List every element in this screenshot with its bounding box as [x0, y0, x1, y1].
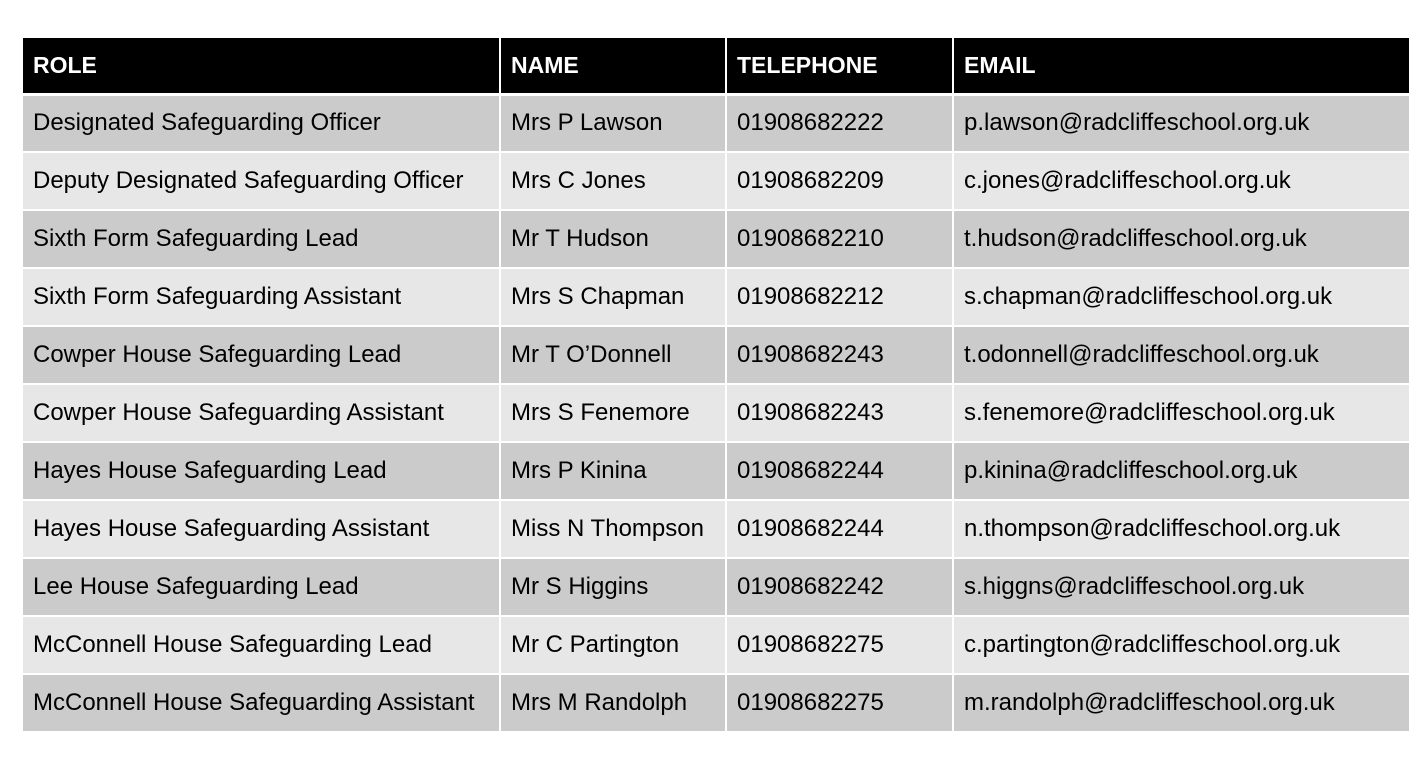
cell-email: t.hudson@radcliffeschool.org.uk — [953, 210, 1409, 268]
cell-email: c.partington@radcliffeschool.org.uk — [953, 616, 1409, 674]
cell-role: Cowper House Safeguarding Lead — [23, 326, 500, 384]
cell-telephone: 01908682244 — [726, 500, 953, 558]
cell-role: Hayes House Safeguarding Assistant — [23, 500, 500, 558]
cell-email: n.thompson@radcliffeschool.org.uk — [953, 500, 1409, 558]
header-email: EMAIL — [953, 38, 1409, 94]
cell-name: Mrs P Lawson — [500, 94, 726, 152]
cell-telephone: 01908682243 — [726, 384, 953, 442]
cell-name: Mrs M Randolph — [500, 674, 726, 732]
cell-role: Deputy Designated Safeguarding Officer — [23, 152, 500, 210]
cell-name: Mrs C Jones — [500, 152, 726, 210]
cell-telephone: 01908682242 — [726, 558, 953, 616]
cell-email: p.lawson@radcliffeschool.org.uk — [953, 94, 1409, 152]
cell-role: Cowper House Safeguarding Assistant — [23, 384, 500, 442]
cell-role: Hayes House Safeguarding Lead — [23, 442, 500, 500]
table-row — [23, 558, 1409, 616]
header-role: ROLE — [23, 38, 500, 94]
cell-role: Sixth Form Safeguarding Assistant — [23, 268, 500, 326]
cell-name: Mr T Hudson — [500, 210, 726, 268]
header-telephone: TELEPHONE — [726, 38, 953, 94]
table-row — [23, 384, 1409, 442]
safeguarding-contacts-table — [23, 38, 1409, 733]
cell-telephone: 01908682244 — [726, 442, 953, 500]
cell-name: Mr T O’Donnell — [500, 326, 726, 384]
cell-role: McConnell House Safeguarding Assistant — [23, 674, 500, 732]
cell-name: Mrs P Kinina — [500, 442, 726, 500]
table-row — [23, 268, 1409, 326]
cell-name: Mr C Partington — [500, 616, 726, 674]
cell-email: s.higgns@radcliffeschool.org.uk — [953, 558, 1409, 616]
cell-email: s.fenemore@radcliffeschool.org.uk — [953, 384, 1409, 442]
table-row — [23, 94, 1409, 152]
cell-telephone: 01908682243 — [726, 326, 953, 384]
cell-name: Mrs S Fenemore — [500, 384, 726, 442]
cell-email: m.randolph@radcliffeschool.org.uk — [953, 674, 1409, 732]
cell-telephone: 01908682209 — [726, 152, 953, 210]
cell-role: Sixth Form Safeguarding Lead — [23, 210, 500, 268]
table-row — [23, 674, 1409, 732]
cell-email: c.jones@radcliffeschool.org.uk — [953, 152, 1409, 210]
table-header — [23, 38, 1409, 94]
cell-telephone: 01908682275 — [726, 674, 953, 732]
table-row — [23, 152, 1409, 210]
cell-role: McConnell House Safeguarding Lead — [23, 616, 500, 674]
cell-name: Mrs S Chapman — [500, 268, 726, 326]
cell-email: t.odonnell@radcliffeschool.org.uk — [953, 326, 1409, 384]
cell-telephone: 01908682222 — [726, 94, 953, 152]
header-row — [23, 38, 1409, 94]
cell-email: p.kinina@radcliffeschool.org.uk — [953, 442, 1409, 500]
cell-email: s.chapman@radcliffeschool.org.uk — [953, 268, 1409, 326]
table-row — [23, 616, 1409, 674]
safeguarding-contacts-table-wrapper — [23, 38, 1409, 733]
table-row — [23, 210, 1409, 268]
cell-telephone: 01908682212 — [726, 268, 953, 326]
cell-telephone: 01908682210 — [726, 210, 953, 268]
header-name: NAME — [500, 38, 726, 94]
cell-name: Mr S Higgins — [500, 558, 726, 616]
table-row — [23, 326, 1409, 384]
table-body — [23, 94, 1409, 732]
cell-name: Miss N Thompson — [500, 500, 726, 558]
table-row — [23, 442, 1409, 500]
cell-telephone: 01908682275 — [726, 616, 953, 674]
table-row — [23, 500, 1409, 558]
cell-role: Designated Safeguarding Officer — [23, 94, 500, 152]
cell-role: Lee House Safeguarding Lead — [23, 558, 500, 616]
